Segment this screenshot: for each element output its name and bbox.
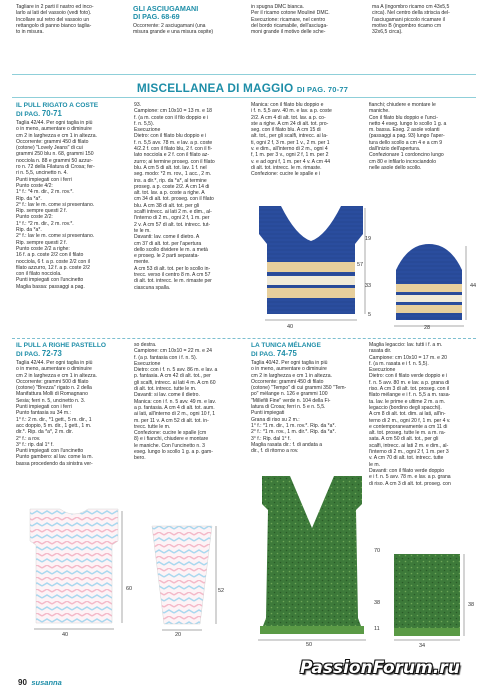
page-number: 90 — [18, 678, 27, 687]
pull-coste-title: IL PULL RIGATO A COSTE DI PAG. 70-71 — [16, 102, 99, 118]
pull-coste-sleeve-schematic — [388, 240, 470, 332]
top-col4-text: ma A (ingombro ricamo cm 43x5,5 circa). Nel centro della striscia del- l'asciugamani piccolo ricamare il motivo B (ingombro ricamo cm 32x6,5 circa). — [372, 4, 450, 36]
banner-title: MISCELLANEA DI MAGGIO DI PAG. 70-77 — [136, 81, 349, 95]
asciugamani-text: Occorrente: 2 asciugamani (una misura grande e una misura ospite) — [133, 23, 214, 36]
section-divider — [12, 338, 476, 339]
banner-top-rule — [12, 74, 476, 75]
tunica-body-schematic — [252, 468, 372, 648]
dim-coste-body-bottom: 5 — [368, 312, 372, 318]
pull-coste-col4: fianchi; chiudere e montare le maniche. Con il filato blu doppio e l'unci- netto 4 eseg. lungo lo scollo 1 g. a m. bassa. Eseg. 2 asole volanti (passaggi a pag. 93) lungo l'aper- tura dello scollo a cm 4 e a cm 9 dall'inizio dell'apertura. Confezionare 1 cordoncino lungo cm 80 e infilarlo incrociandolo nelle asole dello scollo. — [369, 102, 447, 171]
pull-pastello-col2: so destra. Campione: cm 10x10 = 22 m. e 24 f. (a p. fantasia con i f. n. 5). Esecuzione Dietro: con i f. n. 5 avv. 86 m. e lav. a p. fantasia. A cm 42 di alt. tot., per gli scalfi, intrecc. ai lati 4 m. A cm 60 di alt. tot. intrecc. tutte le m. Davanti: si lav. come il dietro. Manica: con i f. n. 5 avv. 49 m. e lav. a p. fantasia. A cm 4 di alt. tot. aum. ai lati, all'interno di 2 m., ogni 10 f, 1 m. per 11 v. A cm 52 di alt. tot. in- trecc. tutte le m. Confezione: cucire le spalle (cm 8) e i fianchi, chiudere e montare le maniche. Con l'uncinetto n. 3 eseg. lungo lo scollo 1 g. a p. gam- bero. — [134, 342, 218, 462]
dim-coste-body-height: 57 — [357, 262, 364, 268]
tunica-col3: Taglia 40/42. Per ogni taglia in più o in meno, aumentare o diminuire cm 2 in larghezza e cm 1 in altezza. Occorrente: grammi 450 di filato (cotone) "Tempo" di cui grammi 350 "Tem- po" mélange n. 126 e grammi 100 "Millefili Fine" verde n. 104 della Fi- latura di Crosa; ferri n. 5 e n. 5,5. Punti impiegati Grana di riso su 2 m.: 1° f.: *1 m. dir., 1 m. rov.*. Rip. da *a*. 2° f.: *1 m. rov., 1 m. dir.*. Rip. da *a*. 3° f.: Rip. dal 1° f. Maglia rasata dir.: f. di andata a dir., f. di ritorno a rov. — [251, 360, 347, 455]
pull-pastello-title: IL PULL A RIGHE PASTELLO DI PAG. 72-73 — [16, 342, 106, 358]
dim-pastello-body-width: 40 — [62, 632, 69, 638]
dim-pastello-sleeve-width: 20 — [175, 632, 182, 638]
dim-coste-sleeve-height: 44 — [470, 283, 477, 289]
dim-coste-body-side: 33 — [365, 283, 372, 289]
dim-coste-sleeve-width: 28 — [424, 325, 431, 331]
pull-coste-col3: Manica: con il filato blu doppio e i f. n. 5,5 avv. 40 m. e lav. a p. coste 2/2. A cm 4 di alt. tot. lav. a p. co- ste a righe. A cm 24 di alt. tot. pro- seg. con il filato blu. A cm 15 di alt. tot., per gli scalfi, intrecc. ai la- ti, ogni 2 f, 3 m. per 1 v., 2 m. per 1 v. e dim., all'interno di 2 m., ogni 4 f, 1 m. per 3 v., ogni 2 f, 1 m. per 2 v. e ad ogni f, 1 m. per 4 v. A cm 44 di alt. tot. intrecc. le m. rimaste. Confezione: cucire le spalle e i — [251, 102, 332, 178]
brand-logo: susanna — [31, 678, 62, 687]
pull-pastello-sleeve-schematic — [144, 520, 220, 636]
top-col3-text: in spugna DMC bianca. Per il ricamo cotone Mouliné DMC. Esecuzione: ricamare, nel centro del bordo ricamabile, dell'asciuga- moni grande il motivo delle sche- — [251, 4, 330, 36]
dim-pastello-sleeve-height: 52 — [218, 588, 225, 594]
dim-tunica-body-bottom: 11 — [374, 626, 380, 632]
dim-coste-body-width: 40 — [287, 324, 294, 330]
dim-tunica-body-width: 50 — [306, 642, 313, 648]
pull-pastello-col1: Taglia 42/44. Per ogni taglia in più o in meno, aumentare o diminuire cm 2 in larghezza e cm 1 in altezza. Occorrente: grammi 500 di filato (cotone) "Brezza" rigato n. 2 della Manifattura Molli di Romagnano Sesia; ferri n. 5, uncinetto n. 3. Punti impiegati con i ferri Punto fantasia su 34 m.: 1° f.: 2 m. dir., *1 gett., 5 m. dir., 1 acc doppio, 5 m. dir., 1 gett., 1 m. dir.*. Rip. da *a*, 2 m. dir. 2° f.: a rov. 3° f.: rip. dal 1° f. Punti impiegati con l'uncinetto Punto gambero: al lav. come la m. bassa procedendo da sinistra ver- — [16, 360, 97, 467]
tunica-side-schematic — [386, 548, 468, 644]
dim-pastello-body-height: 60 — [126, 586, 133, 592]
dim-tunica-side-height: 38 — [468, 602, 475, 608]
pull-coste-col1: Taglia 42/44. Per ogni taglia in più o in meno, aumentare o diminuire cm 2 in larghezza e cm 1 in altezza. Occorrente: grammi 450 di filato (cotone) "Lovely Jeans" di cui grammi 250 blu n. 68, grammi 150 nocciola n. 88 e grammi 50 azzur- ro n. 72 della Filatura di Crosa; fer- ri n. 5,5, uncinetto n. 4. Punti impiegati con i ferri Punto coste 4/2: 1° f.: *4 m. dir., 2 m. rov.*. Rip. da *a*. 2° f.: lav le m. come si presentano. Rip. sempre questi 2 f. Punto coste 2/2: 1° f.: *2 m. dir., 2 m. rov.*. Rip. da *a*. 2° f.: lav le m. come si presentano. Rip. sempre questi 2 f. Punto coste 2/2 a righe: 16 f. a p. coste 2/2 con il filato nocciola, 6 f. a p. coste 2/2 con il filato azzurro, 12 f. a p. coste 2/2 con il filato nocciola. Punti impiegati con l'uncinetto Maglia bassa: passaggi a pag. — [16, 120, 97, 290]
dim-tunica-body-height: 70 — [374, 548, 381, 554]
tunica-title: LA TUNICA MÉLANGE DI PAG. 74-75 — [251, 342, 321, 358]
watermark: PassionForum.ru — [300, 658, 460, 678]
dim-coste-body-top: 19 — [365, 236, 372, 242]
banner-bottom-rule — [12, 97, 476, 98]
dim-tunica-body-side: 38 — [374, 600, 381, 606]
pull-coste-col2: 93. Campione: cm 10x10 = 13 m. e 18 f. (a m. coste con il filo doppio e i f. n. 5,5). Esecuzione Dietro: con il filato blu doppio e i f. n. 5,5 avv. 78 m. e lav. a p. coste 4/2.2 f. con il filato blu, 2 f. con il fi- lato nocciola e 2 f. con il filato az- zurro; ai termine proseg. con il filato blu. A cm 5 di alt. tot. lav. 1 f. nel seg. modo: *2 m. rov., 1 acc., 2 m. ins. a dir.*, rip. da *a*, al termine proseg. a p. coste 2/2. A cm 14 di alt. tot. lav. a p. coste a righe. A cm 34 di alt. tot. proseg. con il filato blu. A cm 38 di alt. tot. per gli scalfi intrecc. ai lati 2 m. e dim., al- l'interno di 2 m., ogni 2 f, 1 m. per 2 v. A cm 57 di alt. tot. intrecc. tut- te le m. Davanti: lav. come il dietro. A cm 37 di alt. tot. per l'apertura dello scollo dividere le m. a metà e proseg. le 2 parti separata- mente. A cm 53 di alt. tot. per lo scollo in- trecc. verso il centro 8 m. A cm 57 di alt. tot. intrecc. le m. rimaste per ciascuna spalla. — [134, 102, 215, 291]
page-footer — [18, 672, 62, 690]
dim-tunica-side-width: 34 — [419, 643, 426, 649]
top-col1-text: Tagliare in 2 parti il nastro ed inco- larlo ai lati del vassoio (vedi foto). Incollare sul retro del vassoio un rettangolo di panno bianco taglia- to in misura. — [16, 4, 94, 36]
pull-coste-body-schematic — [251, 196, 371, 336]
pull-pastello-body-schematic — [22, 505, 126, 635]
asciugamani-title: GLI ASCIUGAMANI DI PAG. 68-69 — [133, 4, 199, 21]
tunica-col4: Maglia legaccio: lav. tutti i f. a m. rasata dir. Campione: cm 10x10 = 17 m. e 20 f. (a m. rasata e i f. n. 5,5). Esecuzione Dietro: con il filato verde doppio e i f. n. 5 avv. 80 m. e lav. a p. grana di riso. A cm 3 di alt. tot. proseg. con il filato mélange e i f. n. 5,5 a m. rasa- ta. lav. le prime e ultime 2 m. a m. legaccio (bordino degli spacchi). A cm 8 di alt. tot. dim. ai lati, all'in- terno di 2 m., ogni 20 f, 1 m. per 4 v. e contemporaneamente a cm 11 di alt. tot. proseg. tutte le m. a m. ra- sata. A cm 50 di alt. tot., per gli scalfi, intrecc. ai lati 2 m. e dim., al- l'interno di 2 m., ogni 2 f, 1 m. per 3 v. A cm 70 di alt. tot. intrecc. tutte le m. Davanti: con il filato verde doppio e i f. n. 5 avv. 78 m. e lav. a p. grana di riso. A cm 3 di alt. tot. proseg. con — [369, 342, 451, 487]
